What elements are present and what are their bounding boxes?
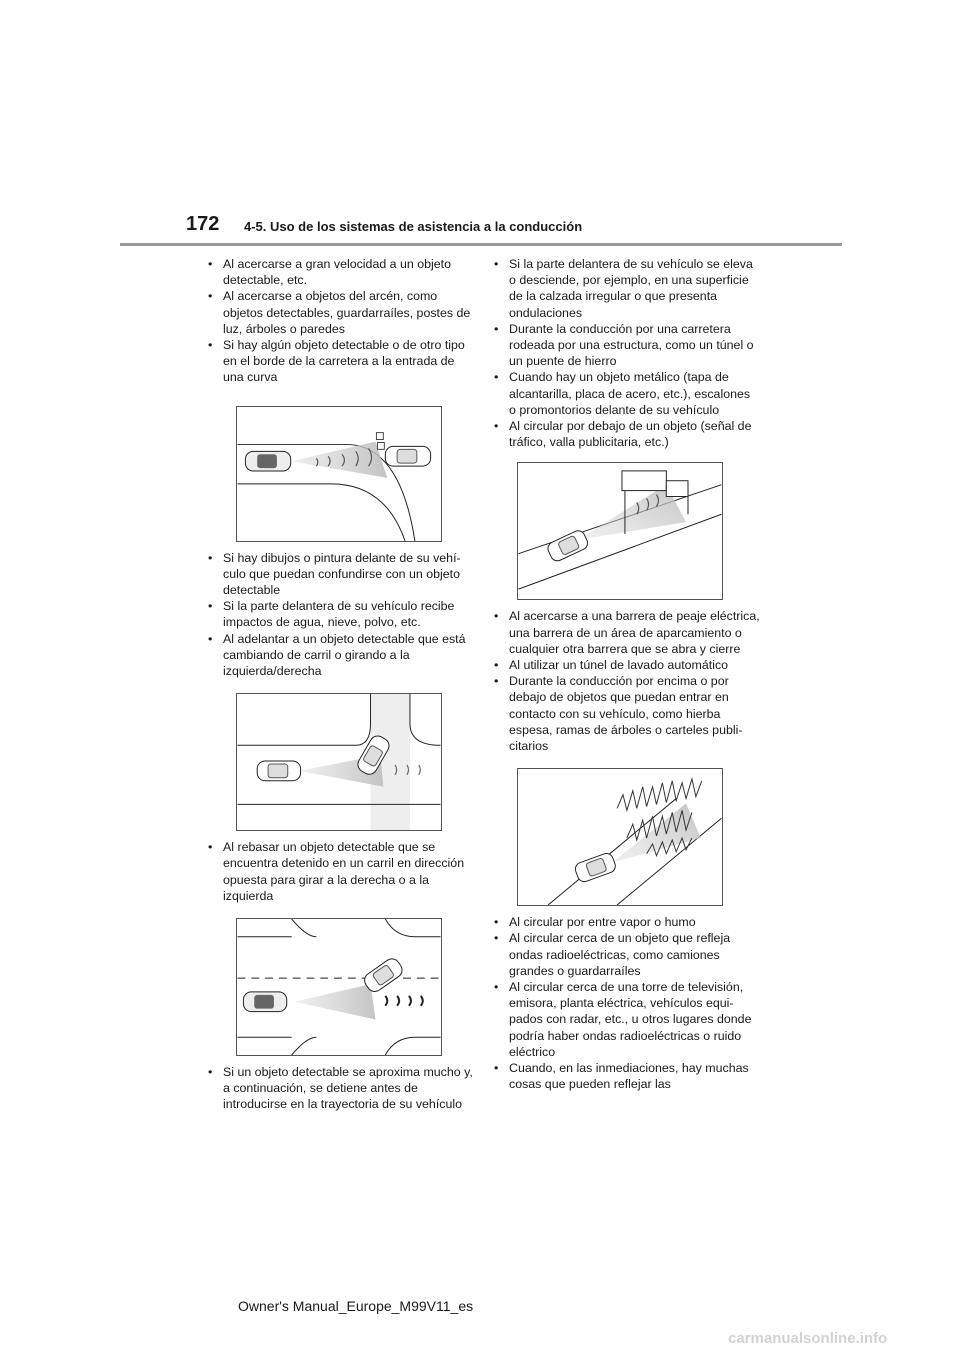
list-item: • Durante la conducción por encima o por debajo de objetos que puedan entrar en contacto con su vehículo, como hierba espesa, ramas de árboles o carteles publicitarios xyxy=(490,673,760,754)
page-number: 172 xyxy=(186,213,220,235)
header-divider xyxy=(120,243,842,246)
list-item: • Al rebasar un objeto detectable que se encuentra detenido en un carril en dirección opuesta para girar a la derecha o a la izquierda xyxy=(204,839,474,904)
illustration-oncoming-stopped-vehicle xyxy=(236,918,442,1056)
bullet-list xyxy=(204,839,474,904)
list-item: • Cuando hay un objeto metálico (tapa de alcantarilla, placa de acero, etc.), escalones o promontorios delante de su vehículo xyxy=(490,369,760,418)
list-item: • Al circular por debajo de un objeto (señal de tráfico, valla publicitaria, etc.) xyxy=(490,418,760,450)
list-item: • Si la parte delantera de su vehículo recibe impactos de agua, nieve, polvo, etc. xyxy=(204,598,474,630)
list-item: • Al acercarse a objetos del arcén, como objetos detectables, guardarraíles, postes de luz, árboles o paredes xyxy=(204,288,474,337)
left-column xyxy=(204,256,474,1113)
list-item: • Al circular cerca de una torre de televisión, emisora, planta eléctrica, vehículos equipados con radar, etc., u otros lugares donde podría haber ondas radioeléctricas o ruido eléctrico xyxy=(490,979,760,1060)
illustration-overhead-sign xyxy=(517,462,723,600)
list-item: • Durante la conducción por una carretera rodeada por una estructura, como un túnel o un puente de hierro xyxy=(490,321,760,370)
illustration-curve-roadside-object xyxy=(236,406,442,542)
list-item: • Si un objeto detectable se aproxima mucho y, a continuación, se detiene antes de introducirse en la trayectoria de su vehículo xyxy=(204,1064,474,1113)
list-item: • Al acercarse a gran velocidad a un objeto detectable, etc. xyxy=(204,256,474,288)
right-column xyxy=(490,256,760,1093)
list-item: • Al acercarse a una barrera de peaje eléctrica, una barrera de un área de aparcamiento o cualquier otra barrera que se abra y cierre xyxy=(490,608,760,657)
watermark: carmanualsonline.info xyxy=(728,1330,888,1347)
bullet-list xyxy=(204,256,474,386)
footer-manual-name: Owner's Manual_Europe_M99V11_es xyxy=(238,1298,474,1314)
bullet-list xyxy=(490,914,760,1092)
list-item: • Al utilizar un túnel de lavado automático xyxy=(490,657,760,673)
list-item: • Si la parte delantera de su vehículo se eleva o desciende, por ejemplo, en una superficie de la calzada irregular o que presenta ondulaciones xyxy=(490,256,760,321)
illustration-tall-grass xyxy=(517,768,723,906)
bullet-list xyxy=(204,550,474,680)
list-item: • Si hay dibujos o pintura delante de su vehículo que puedan confundirse con un objeto detectable xyxy=(204,550,474,599)
list-item: • Cuando, en las inmediaciones, hay muchas cosas que pueden reflejar las xyxy=(490,1060,760,1092)
section-title: 4-5. Uso de los sistemas de asistencia a la conducción xyxy=(244,219,583,234)
bullet-list xyxy=(490,608,760,754)
list-item: • Si hay algún objeto detectable o de otro tipo en el borde de la carretera a la entrada de una curva xyxy=(204,337,474,386)
list-item: • Al circular por entre vapor o humo xyxy=(490,914,760,930)
list-item: • Al circular cerca de un objeto que refleja ondas radioeléctricas, como camiones grandes o guardarraíles xyxy=(490,930,760,979)
illustration-overtaking-turning-vehicle xyxy=(236,693,442,831)
bullet-list xyxy=(490,256,760,450)
list-item: • Al adelantar a un objeto detectable que está cambiando de carril o girando a la izquierda/derecha xyxy=(204,631,474,680)
bullet-list xyxy=(204,1064,474,1113)
